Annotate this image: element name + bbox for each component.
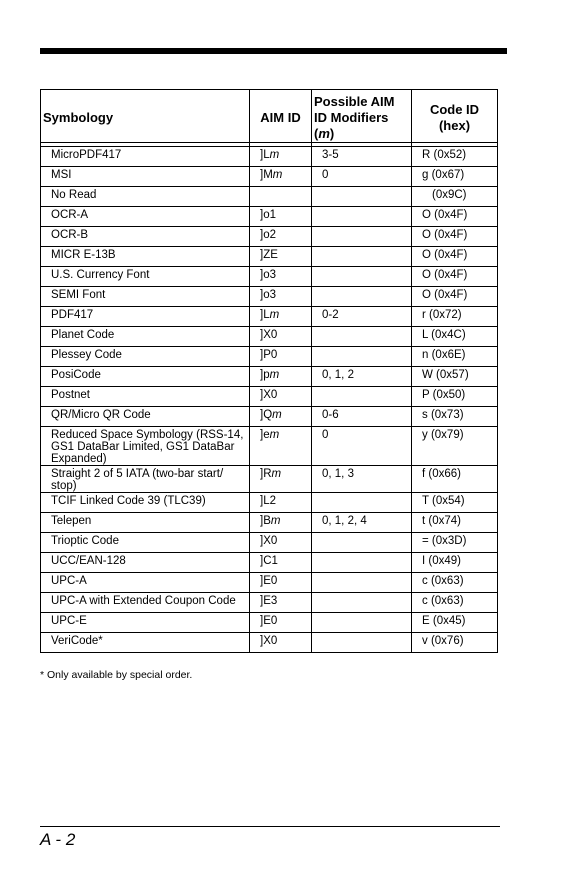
aim-id-prefix: ]E0 (260, 615, 278, 627)
cell-modifiers (312, 227, 412, 247)
cell-code-id: L (0x4C) (412, 327, 498, 347)
cell-modifiers (312, 613, 412, 633)
cell-symbology: QR/Micro QR Code (41, 407, 250, 427)
cell-modifiers (312, 533, 412, 553)
aim-id-prefix: ]e (260, 429, 270, 441)
cell-code-id: c (0x63) (412, 593, 498, 613)
cell-aim-id (250, 307, 312, 327)
cell-symbology: PDF417 (41, 307, 250, 327)
cell-aim-id (250, 493, 312, 513)
table-row (41, 633, 498, 653)
cell-modifiers (312, 347, 412, 367)
cell-modifiers (312, 327, 412, 347)
cell-code-id: f (0x66) (412, 466, 498, 493)
cell-modifiers (312, 573, 412, 593)
table-row (41, 167, 498, 187)
header-code-id: Code ID (hex) (412, 90, 498, 143)
symbology-table (40, 89, 498, 653)
header-modifiers-suffix: ) (329, 126, 335, 141)
cell-modifiers (312, 493, 412, 513)
cell-symbology: Straight 2 of 5 IATA (two-bar start/ stop) (41, 466, 250, 493)
cell-aim-id (250, 387, 312, 407)
header-symbology: Symbology (41, 90, 250, 143)
cell-aim-id (250, 227, 312, 247)
cell-aim-id (250, 553, 312, 573)
cell-modifiers (312, 247, 412, 267)
cell-symbology: SEMI Font (41, 287, 250, 307)
cell-modifiers (312, 553, 412, 573)
table-row (41, 347, 498, 367)
cell-aim-id (250, 367, 312, 387)
table-body (41, 147, 498, 653)
cell-symbology: UPC-E (41, 613, 250, 633)
cell-code-id: c (0x63) (412, 573, 498, 593)
aim-id-prefix: ]ZE (260, 249, 278, 261)
cell-code-id: O (0x4F) (412, 267, 498, 287)
cell-symbology: TCIF Linked Code 39 (TLC39) (41, 493, 250, 513)
cell-symbology: Telepen (41, 513, 250, 533)
aim-id-variable: m (272, 409, 282, 421)
cell-aim-id (250, 267, 312, 287)
aim-id-variable: m (269, 309, 280, 321)
aim-id-prefix: ]M (260, 169, 273, 181)
aim-id-prefix: ]o3 (260, 289, 276, 301)
cell-modifiers: 0 (312, 427, 412, 466)
cell-code-id: r (0x72) (412, 307, 498, 327)
table-row (41, 307, 498, 327)
aim-id-prefix: ]L (260, 309, 270, 321)
cell-aim-id (250, 407, 312, 427)
aim-id-variable: m (271, 468, 282, 480)
cell-aim-id (250, 427, 312, 466)
table-row (41, 427, 498, 466)
table-row (41, 533, 498, 553)
page-number: A - 2 (40, 830, 76, 849)
cell-modifiers (312, 287, 412, 307)
cell-code-id: O (0x4F) (412, 207, 498, 227)
table-row (41, 593, 498, 613)
cell-code-id: W (0x57) (412, 367, 498, 387)
cell-aim-id (250, 147, 312, 167)
table-row (41, 466, 498, 493)
aim-id-prefix: ]R (260, 468, 272, 480)
aim-id-prefix: ]P0 (260, 349, 278, 361)
header-modifiers-var: m (318, 126, 330, 141)
aim-id-prefix: ]X0 (260, 635, 278, 647)
cell-aim-id (250, 347, 312, 367)
table-row (41, 267, 498, 287)
table-row (41, 147, 498, 167)
cell-symbology: UCC/EAN-128 (41, 553, 250, 573)
cell-symbology: Postnet (41, 387, 250, 407)
cell-modifiers: 0-6 (312, 407, 412, 427)
cell-symbology: Plessey Code (41, 347, 250, 367)
cell-aim-id (250, 533, 312, 553)
aim-id-prefix: ]L (260, 149, 270, 161)
table-header-row (41, 90, 498, 143)
table-row (41, 493, 498, 513)
cell-symbology: MicroPDF417 (41, 147, 250, 167)
cell-symbology: OCR-B (41, 227, 250, 247)
cell-code-id: (0x9C) (412, 187, 498, 207)
table-row (41, 387, 498, 407)
cell-modifiers: 0, 1, 2, 4 (312, 513, 412, 533)
table-row (41, 407, 498, 427)
header-aim-id: AIM ID (250, 90, 312, 143)
cell-modifiers: 0, 1, 2 (312, 367, 412, 387)
cell-code-id: t (0x74) (412, 513, 498, 533)
cell-aim-id (250, 513, 312, 533)
cell-code-id: n (0x6E) (412, 347, 498, 367)
cell-aim-id (250, 247, 312, 267)
aim-id-variable: m (269, 429, 280, 441)
cell-modifiers (312, 593, 412, 613)
table-row (41, 553, 498, 573)
cell-aim-id (250, 593, 312, 613)
cell-code-id: O (0x4F) (412, 287, 498, 307)
header-rule (40, 48, 507, 54)
aim-id-prefix: ]o1 (260, 209, 276, 221)
cell-modifiers (312, 187, 412, 207)
cell-symbology: Trioptic Code (41, 533, 250, 553)
cell-symbology: UPC-A (41, 573, 250, 593)
table-row (41, 367, 498, 387)
aim-id-prefix: ]X0 (260, 389, 278, 401)
cell-modifiers: 0, 1, 3 (312, 466, 412, 493)
aim-id-variable: m (270, 515, 281, 527)
cell-symbology: MICR E-13B (41, 247, 250, 267)
table-row (41, 287, 498, 307)
cell-aim-id (250, 167, 312, 187)
aim-id-variable: m (269, 149, 280, 161)
aim-id-prefix: ]E0 (260, 575, 278, 587)
table-row (41, 613, 498, 633)
cell-code-id: E (0x45) (412, 613, 498, 633)
header-modifiers-prefix: Possible AIM ID Modifiers ( (314, 94, 395, 141)
cell-code-id: v (0x76) (412, 633, 498, 653)
cell-code-id: O (0x4F) (412, 227, 498, 247)
aim-id-prefix: ]Q (260, 409, 273, 421)
cell-aim-id (250, 287, 312, 307)
table-row (41, 573, 498, 593)
cell-modifiers: 0-2 (312, 307, 412, 327)
cell-symbology: UPC-A with Extended Coupon Code (41, 593, 250, 613)
cell-aim-id (250, 613, 312, 633)
aim-id-prefix: ]C1 (260, 555, 278, 567)
aim-id-prefix: ]o2 (260, 229, 276, 241)
cell-aim-id (250, 327, 312, 347)
cell-code-id: O (0x4F) (412, 247, 498, 267)
cell-modifiers (312, 207, 412, 227)
aim-id-variable: m (272, 169, 283, 181)
cell-aim-id (250, 466, 312, 493)
table-row (41, 327, 498, 347)
table-row (41, 227, 498, 247)
cell-modifiers: 0 (312, 167, 412, 187)
cell-symbology: No Read (41, 187, 250, 207)
cell-code-id: y (0x79) (412, 427, 498, 466)
cell-symbology: Reduced Space Symbology (RSS-14, GS1 DataBar Limited, GS1 DataBar Expanded) (41, 427, 250, 466)
aim-id-prefix: ]p (260, 369, 270, 381)
footer-rule (40, 826, 500, 827)
cell-code-id: I (0x49) (412, 553, 498, 573)
cell-code-id: g (0x67) (412, 167, 498, 187)
aim-id-variable: m (269, 369, 280, 381)
table-row (41, 207, 498, 227)
header-modifiers (312, 90, 412, 143)
cell-code-id: s (0x73) (412, 407, 498, 427)
footnote: * Only available by special order. (40, 669, 193, 681)
cell-modifiers (312, 387, 412, 407)
cell-aim-id (250, 207, 312, 227)
aim-id-prefix: ]B (260, 515, 271, 527)
cell-symbology: PosiCode (41, 367, 250, 387)
table-row (41, 513, 498, 533)
cell-symbology: MSI (41, 167, 250, 187)
cell-modifiers (312, 633, 412, 653)
cell-symbology: OCR-A (41, 207, 250, 227)
cell-symbology: Planet Code (41, 327, 250, 347)
cell-code-id: R (0x52) (412, 147, 498, 167)
table-row (41, 187, 498, 207)
aim-id-prefix: ]X0 (260, 329, 278, 341)
aim-id-prefix: ]o3 (260, 269, 276, 281)
table-row (41, 247, 498, 267)
cell-aim-id (250, 573, 312, 593)
cell-aim-id (250, 633, 312, 653)
cell-code-id: T (0x54) (412, 493, 498, 513)
cell-symbology: VeriCode* (41, 633, 250, 653)
aim-id-prefix: ]X0 (260, 535, 278, 547)
cell-aim-id (250, 187, 312, 207)
cell-symbology: U.S. Currency Font (41, 267, 250, 287)
aim-id-prefix: ]L2 (260, 495, 276, 507)
cell-modifiers (312, 267, 412, 287)
aim-id-prefix: ]E3 (260, 595, 278, 607)
cell-code-id: P (0x50) (412, 387, 498, 407)
cell-modifiers: 3-5 (312, 147, 412, 167)
cell-code-id: = (0x3D) (412, 533, 498, 553)
